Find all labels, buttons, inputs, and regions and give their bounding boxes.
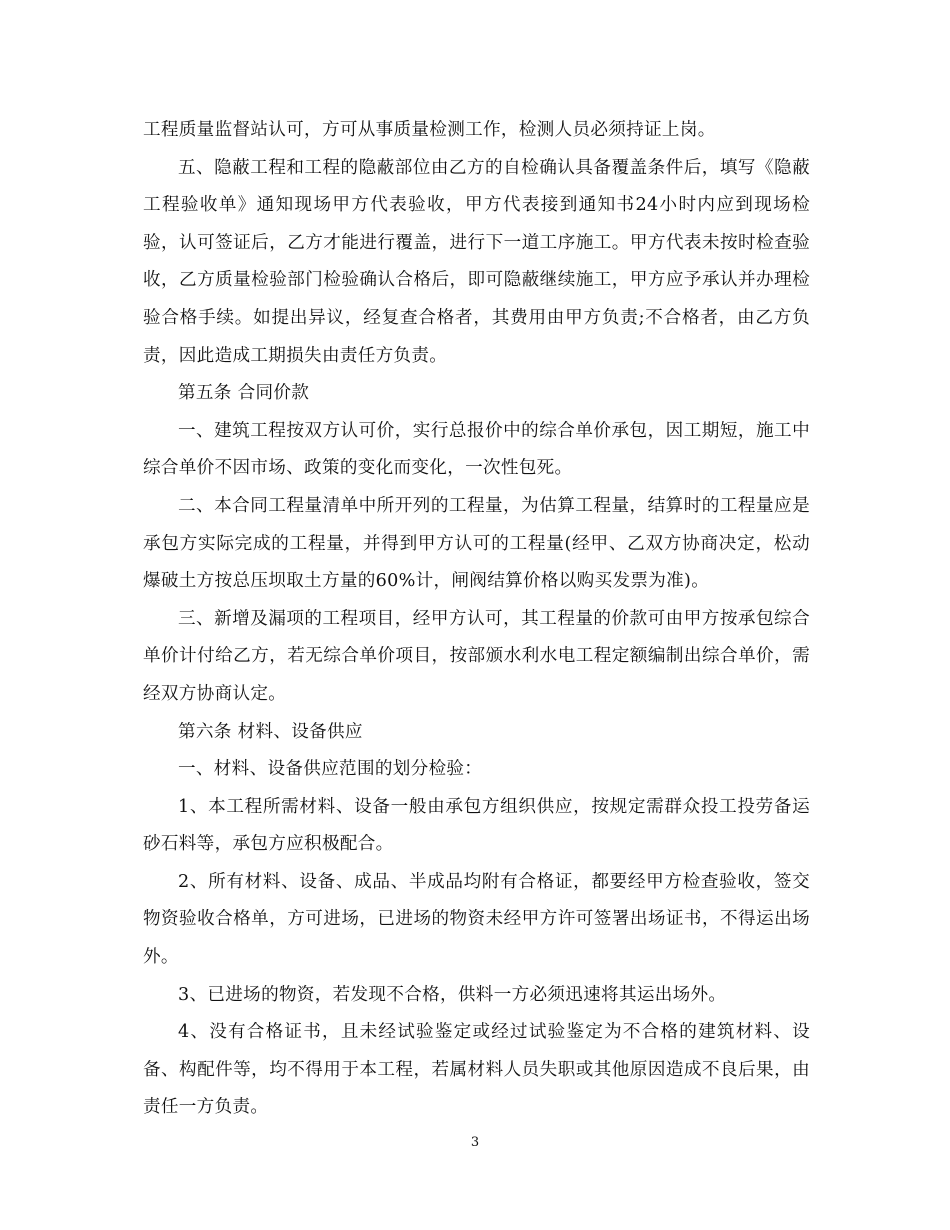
paragraph-price-2: 二、本合同工程量清单中所开列的工程量，为估算工程量，结算时的工程量应是承包方实际完成的工程量，并得到甲方认可的工程量(经甲、乙双方协商决定，松动爆破土方按总压坝取土方量的60%计，闸阀结算价格以购买发票为准)。 bbox=[143, 495, 810, 592]
section-heading-article-5: 第五条 合同价款 bbox=[178, 383, 310, 404]
paragraph-supply-4: 4、没有合格证书，且未经试验鉴定或经过试验鉴定为不合格的建筑材料、设备、构配件等，均不得用于本工程，若属材料人员失职或其他原因造成不良后果，由责任一方负责。 bbox=[143, 1022, 810, 1118]
paragraph-continuation: 工程质量监督站认可，方可从事质量检测工作，检测人员必须持证上岗。 bbox=[143, 120, 716, 140]
document-body bbox=[143, 112, 810, 1127]
paragraph-supply-intro: 一、材料、设备供应范围的划分检验： bbox=[178, 759, 483, 780]
paragraph-supply-1: 1、本工程所需材料、设备一般由承包方组织供应，按规定需群众投工投劳备运砂石料等，承包方应积极配合。 bbox=[143, 796, 810, 855]
paragraph-supply-2: 2、所有材料、设备、成品、半成品均附有合格证，都要经甲方检查验收，签交物资验收合格单，方可进场，已进场的物资未经甲方许可签署出场证书，不得运出场外。 bbox=[143, 871, 810, 968]
paragraph-clause-5-hidden-works: 五、隐蔽工程和工程的隐蔽部位由乙方的自检确认具备覆盖条件后，填写《隐蔽工程验收单》通知现场甲方代表验收，甲方代表接到通知书24小时内应到现场检验，认可签证后，乙方才能进行覆盖，进行下一道工序施工。甲方代表未按时检查验收，乙方质量检验部门检验确认合格后，即可隐蔽继续施工，甲方应予承认并办理检验合格手续。如提出异议，经复查合格者，其费用由甲方负责;不合格者，由乙方负责，因此造成工期损失由责任方负责。 bbox=[143, 157, 810, 366]
paragraph-price-3: 三、新增及漏项的工程项目，经甲方认可，其工程量的价款可由甲方按承包综合单价计付给乙方，若无综合单价项目，按部颁水利水电工程定额编制出综合单价，需经双方协商认定。 bbox=[143, 608, 810, 704]
paragraph-supply-3: 3、已进场的物资，若发现不合格，供料一方必须迅速将其运出场外。 bbox=[178, 984, 727, 1005]
page-number: 3 bbox=[470, 1135, 480, 1150]
section-heading-article-6: 第六条 材料、设备供应 bbox=[178, 721, 363, 742]
paragraph-price-1: 一、建筑工程按双方认可价，实行总报价中的综合单价承包，因工期短，施工中综合单价不因市场、政策的变化而变化，一次性包死。 bbox=[143, 420, 810, 479]
